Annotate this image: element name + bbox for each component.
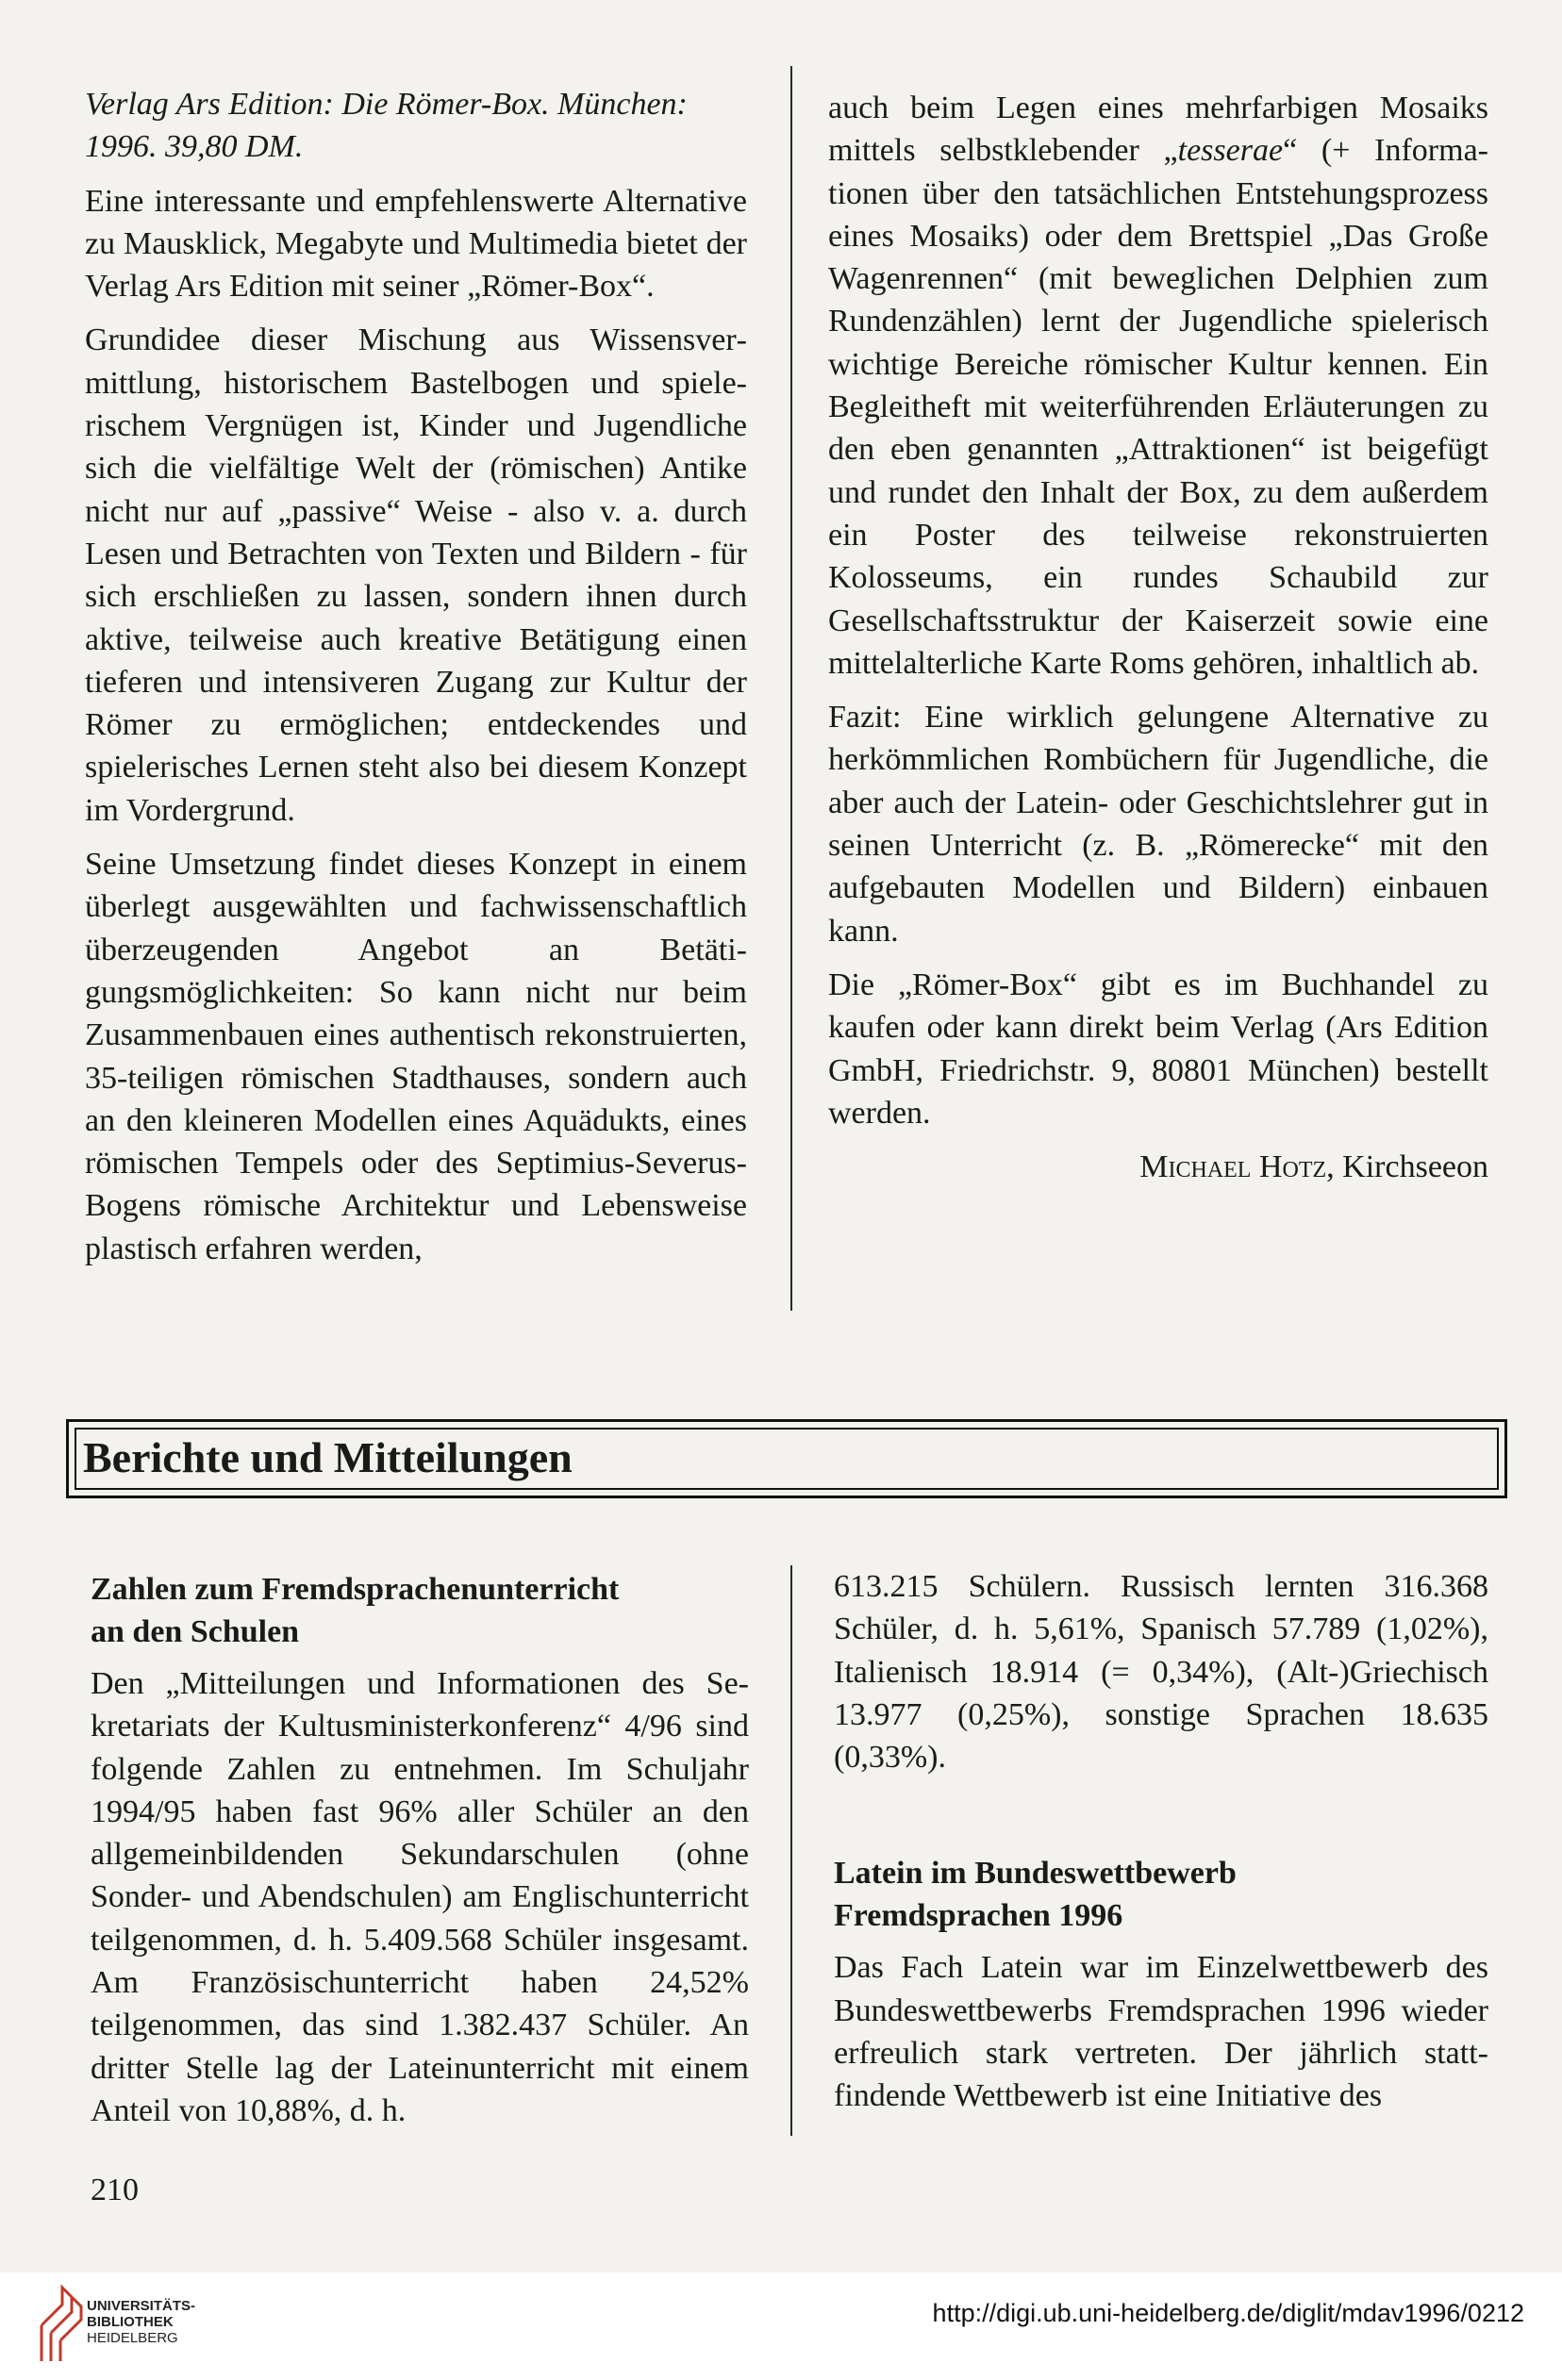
review-text: auch beim Legen eines mehrfarbigen Mosaiks mittels selbstklebender „ — [828, 91, 1488, 169]
library-name-line: HEIDELBERG — [87, 2330, 178, 2346]
review-emphasis: tesserae — [1177, 133, 1284, 169]
article-right-column — [834, 1565, 1488, 2129]
source-url-link[interactable]: http://digi.ub.uni-heidelberg.de/diglit/mdav1996/0212 — [932, 2299, 1524, 2327]
article-paragraph: Das Fach Latein war im Einzelwettbewerb des Bundeswettbewerbs Fremdsprachen 1996 wieder erfreulich stark vertreten. Der jährlich stattfindende Wettbewerb ist eine Initiative des — [834, 1950, 1488, 2114]
review-paragraph: Eine interessante und empfehlenswerte Alternative zu Mausklick, Megabyte und Multimedia bietet der Verlag Ars Edition mit seiner „Römer-Box“. — [85, 183, 747, 305]
article-heading-line: Fremdsprachen 1996 — [834, 1898, 1123, 1934]
page-number: 210 — [91, 2173, 139, 2207]
article-paragraph: Den „Mitteilungen und Informationen des Sekretariats der Kultusministerkonferenz“ 4/96 sind folgende Zahlen zu entnehmen. Im Schuljahr 1994/95 haben fast 96% aller Schüler an den allgemeinbildenden Sekundarschulen (ohne Sonder- und Abendschulen) am Englischunterricht teilgenommen, d. h. 5.409.568 Schüler insgesamt. Am Französischunterricht haben 24,52% teilgenommen, das sind 1.382.437 Schüler. An dritter Stelle lag der Lateinunterricht mit einem Anteil von 10,88%, d. h. — [91, 1666, 749, 2128]
article-left-column — [91, 1568, 749, 2143]
library-name-line: UNIVERSITÄTS- — [87, 2298, 196, 2314]
review-left-column — [85, 83, 747, 1281]
review-paragraph: Grundidee dieser Mischung aus Wissensvermittlung, historischem Bastelbogen und spielerischem Vergnügen ist, Kinder und Jugendliche sich die vielfältige Welt der (römischen) Antike nicht nur auf „passive“ Weise - also v. a. durch Lesen und Betrachten von Texten und Bildern - für sich erschließen zu lassen, sondern ihnen durch aktive, teilweise auch kreative Betätigung einen tieferen und intensiveren Zugang zur Kultur der Römer zu ermöglichen; entdeckendes und spielerisches Lernen steht also bei diesem Konzept im Vordergrund. — [85, 322, 747, 828]
review-signature — [828, 1146, 1488, 1188]
review-paragraph: Die „Römer-Box“ gibt es im Buchhandel zu kaufen oder kann direkt beim Verlag (Ars Edition GmbH, Friedrichstr. 9, 80801 München) bestellt werden. — [828, 967, 1488, 1131]
article-heading — [91, 1568, 749, 1653]
review-right-column — [828, 87, 1488, 1199]
review-source-citation: Verlag Ars Edition: Die Römer-Box. München: 1996. 39,80 DM. — [85, 87, 688, 165]
review-paragraph — [828, 87, 1488, 685]
article-paragraph: 613.215 Schülern. Russisch lernten 316.368 Schüler, d. h. 5,61%, Spanisch 57.789 (1,02%), Italienisch 18.914 (= 0,34%), (Alt-)Griechisch 13.977 (0,25%), sonstige Sprachen 18.635 (0,33%). — [834, 1569, 1488, 1776]
review-text: “ (+ Informationen über den tatsächlichen Entstehungsprozess eines Mosaiks) oder dem Brettspiel „Das Große Wagenrennen“ (mit beweglichen Delphien zum Rundenzählen) lernt der Jugendliche spielerisch wichtige Bereiche römischer Kultur kennen. Ein Begleitheft mit weiterführenden Erläuterungen zu den eben genannten „Attraktionen“ ist beigefügt und rundet den Inhalt der Box, zu dem außerdem ein Poster des teilweise rekonstruierten Kolosseums, ein rundes Schaubild zur Gesellschaftsstruktur der Kaiserzeit sowie eine mittelalterliche Karte Roms gehören, inhaltlich ab. — [828, 133, 1488, 681]
column-divider — [790, 66, 792, 1311]
article-heading-line: Latein im Bundeswettbewerb — [834, 1856, 1237, 1892]
library-name — [87, 2298, 195, 2346]
author-place: , Kirchseeon — [1326, 1149, 1488, 1185]
section-title: Berichte und Mitteilungen — [83, 1433, 573, 1481]
review-paragraph: Seine Umsetzung findet dieses Konzept in einem überlegt ausgewählten und fachwissenschaftlich überzeugenden Angebot an Betätigungsmöglichkeiten: So kann nicht nur beim Zusammenbauen eines authentisch rekonstruierten, 35-teiligen römischen Stadthauses, sondern auch an den kleineren Modellen eines Aquädukts, eines römischen Tempels oder des Septimius-Severus-Bogens römische Architektur und Lebensweise plastisch erfahren werden, — [85, 847, 747, 1266]
article-heading-line: Zahlen zum Fremdsprachenunterricht — [91, 1572, 620, 1607]
article-heading-line: an den Schulen — [91, 1614, 300, 1649]
author-name: Michael Hotz — [1139, 1149, 1327, 1185]
library-name-line: BIBLIOTHEK — [87, 2314, 174, 2330]
column-divider — [790, 1565, 792, 2136]
article-heading — [834, 1852, 1488, 1937]
review-paragraph: Fazit: Eine wirklich gelungene Alternative zu herkömmlichen Rombüchern für Jugendliche, die aber auch der Latein- oder Geschichtslehrer gut in seinen Unterricht (z. B. „Römerecke“ mit den aufgebauten Modellen und Bildern) einbauen kann. — [828, 700, 1488, 949]
